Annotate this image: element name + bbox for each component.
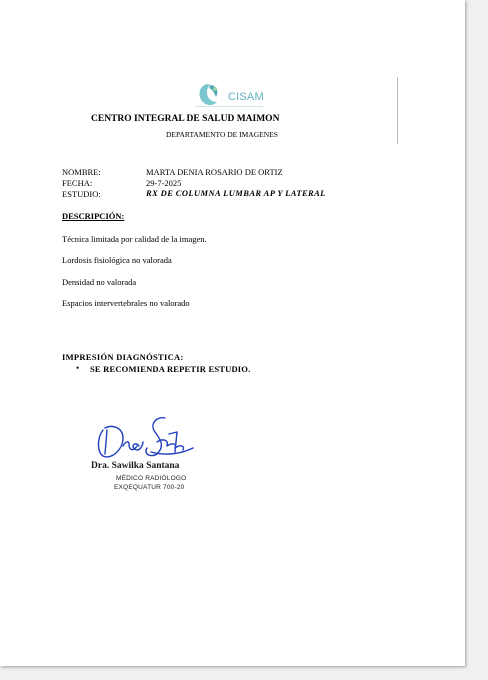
- study-date: 29-7-2025: [146, 178, 182, 188]
- logo-text: CISAM: [228, 91, 264, 103]
- description-line: Técnica limitada por calidad de la imagen.: [62, 234, 207, 244]
- department-name: DEPARTAMENTO DE IMAGENES: [166, 130, 278, 139]
- date-label: FECHA:: [62, 178, 93, 188]
- signer-exequatur: EXQEQUATUR 700-20: [114, 484, 185, 491]
- impression-item: SE RECOMIENDA REPETIR ESTUDIO.: [90, 364, 251, 374]
- name-label: NOMBRE:: [62, 167, 101, 177]
- description-title: DESCRIPCIÓN:: [62, 211, 125, 221]
- impression-title: IMPRESIÓN DIAGNÓSTICA:: [62, 352, 184, 362]
- signer-role: MÉDICO RADIÓLOGO: [116, 475, 187, 482]
- description-line: Densidad no valorada: [62, 277, 137, 287]
- study-label: ESTUDIO:: [62, 189, 101, 199]
- organization-name: CENTRO INTEGRAL DE SALUD MAIMON: [91, 114, 280, 124]
- signer-name: Dra. Sawilka Santana: [91, 461, 180, 471]
- header-divider: [397, 77, 398, 144]
- patient-name: MARTA DENIA ROSARIO DE ORTIZ: [146, 167, 283, 177]
- description-line: Lordosis fisiológica no valorada: [62, 255, 172, 265]
- description-line: Espacios intervertebrales no valorado: [62, 298, 190, 308]
- handwritten-signature: [93, 412, 197, 462]
- study-name: RX DE COLUMNA LUMBAR AP Y LATERAL: [146, 188, 326, 198]
- bullet-icon: •: [76, 363, 80, 373]
